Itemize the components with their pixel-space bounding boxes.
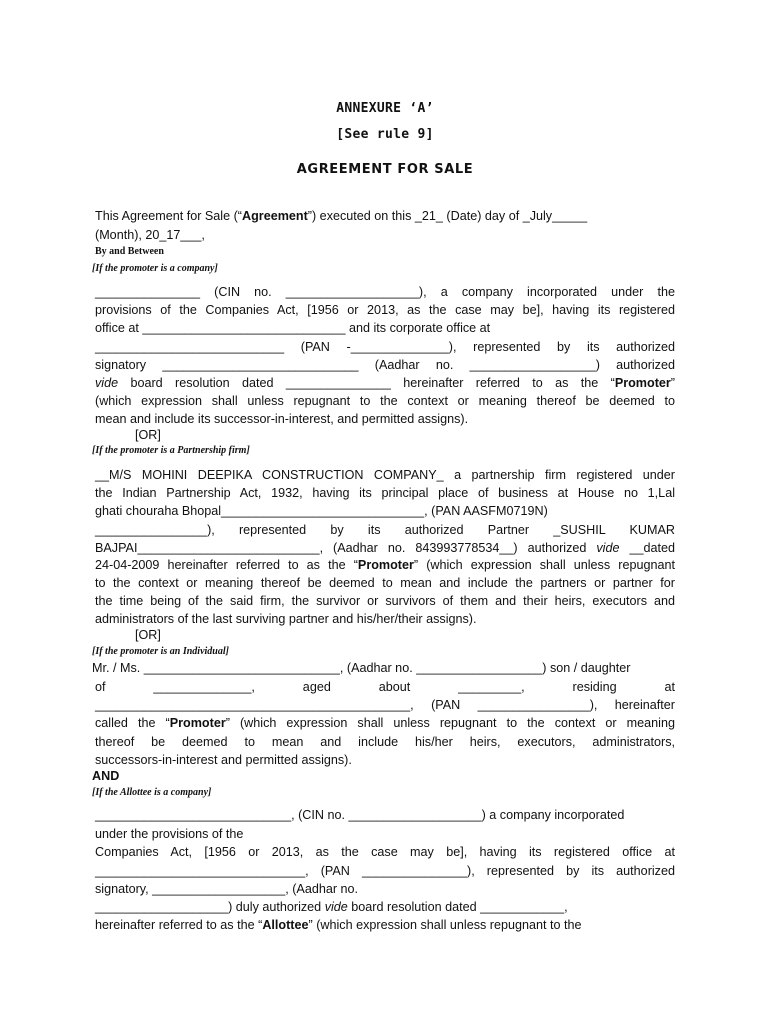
company-promoter-line: office at _____________________________ and its corporate office at <box>95 321 491 335</box>
intro-line-2: (Month), 20_17___, <box>95 228 205 242</box>
company-promoter-line: _______________ (CIN no. ___________________), a company incorporated under the <box>95 285 675 299</box>
partnership-line: to the context or meaning thereof be deemed to mean and include the partners or partner for <box>95 576 675 590</box>
called-text: called the “ <box>95 716 170 730</box>
aadhar-text: BAJPAI__________________________, (Aadhar no. 843993778534__) authorized <box>95 541 597 555</box>
promoter-term: Promoter <box>169 716 226 730</box>
allottee-line: ___________________) duly authorized vide board resolution dated ____________, <box>95 900 568 914</box>
allottee-line: ______________________________, (PAN _______________), represented by its authorized <box>95 864 675 878</box>
company-promoter-line: signatory ____________________________ (Aadhar no. __________________) authorized <box>95 358 675 372</box>
partnership-promoter-note: [If the promoter is a Partnership firm] <box>92 445 250 456</box>
individual-line: _____________________________________________, (PAN ________________), hereinafter <box>95 698 675 712</box>
referred-text: hereinafter referred to as the “ <box>95 918 263 932</box>
individual-line: of ______________, aged about _________, residing at <box>95 680 675 694</box>
individual-line: thereof be deemed to mean and include his/her heirs, executors, administrators, <box>95 735 675 749</box>
allottee-line: under the provisions of the <box>95 827 244 841</box>
vide-word: vide <box>324 900 348 914</box>
company-promoter-line: provisions of the Companies Act, [1956 or 2013, as the case may be], having its registered <box>95 303 675 317</box>
and-label: AND <box>92 769 120 783</box>
vide-word: vide <box>596 541 620 555</box>
repugnant-text: ” (which expression shall unless repugnant to the <box>308 918 582 932</box>
individual-called-line <box>95 714 675 732</box>
promoter-term: Promoter <box>614 376 671 390</box>
partnership-line: ghati chouraha Bhopal_____________________________, (PAN AASFM0719N) <box>95 504 548 518</box>
vide-word: vide <box>95 376 119 390</box>
repugnant-text: ” (which expression shall unless repugnant to the context or meaning <box>225 716 675 730</box>
agreement-title: AGREEMENT FOR SALE <box>296 162 474 177</box>
promoter-term: Promoter <box>357 558 414 572</box>
company-promoter-line: ___________________________ (PAN -______________), represented by its authorized <box>95 340 675 354</box>
partnership-line: __M/S MOHINI DEEPIKA CONSTRUCTION COMPANY_ a partnership firm registered under <box>95 468 675 482</box>
allottee-line: signatory, ___________________, (Aadhar no. <box>95 882 359 896</box>
vide-line-end: ” <box>670 376 675 390</box>
company-allottee-note: [If the Allottee is a company] <box>92 787 212 798</box>
intro-line-1 <box>95 207 675 225</box>
partnership-line: ________________), represented by its authorized Partner _SUSHIL KUMAR <box>95 523 675 537</box>
allottee-line: Companies Act, [1956 or 2013, as the case may be], having its registered office at <box>95 845 675 859</box>
repugnant-text: ” (which expression shall unless repugnant <box>413 558 675 572</box>
company-promoter-line: (which expression shall unless repugnant to the context or meaning thereof be deemed to <box>95 394 675 408</box>
allottee-line: ____________________________, (CIN no. ___________________) a company incorporated <box>95 808 625 822</box>
partnership-line: administrators of the last surviving partner and his/her/their assigns). <box>95 612 477 626</box>
allottee-last-line <box>95 916 675 934</box>
or-label: [OR] <box>135 428 161 442</box>
vide-line-text: board resolution dated _______________ hereinafter referred to as the “ <box>118 376 615 390</box>
individual-line: Mr. / Ms. ____________________________, (Aadhar no. __________________) son / daughter <box>92 661 631 675</box>
individual-promoter-note: [If the promoter is an Individual] <box>92 646 229 657</box>
allottee-term: Allottee <box>262 918 309 932</box>
or-label: [OR] <box>135 628 161 642</box>
partnership-promoter-line <box>95 556 675 574</box>
referred-text: 24-04-2009 hereinafter referred to as the “ <box>95 558 358 572</box>
individual-line: successors-in-interest and permitted assigns). <box>95 753 352 767</box>
company-promoter-line: mean and include its successor-in-interest, and permitted assigns). <box>95 412 469 426</box>
annexure-heading: ANNEXURE ‘A’ <box>336 101 434 116</box>
intro-text-post: ”) executed on this _21_ (Date) day of _July_____ <box>307 209 588 223</box>
company-promoter-vide-line <box>95 374 675 392</box>
partnership-aadhar-line <box>95 539 675 557</box>
rule-reference: [See rule 9] <box>336 127 434 142</box>
intro-text-pre: This Agreement for Sale (“ <box>95 209 242 223</box>
partnership-line: the Indian Partnership Act, 1932, having its principal place of business at House no 1,Lal <box>95 486 675 500</box>
dated-text: __dated <box>619 541 675 555</box>
by-and-between-label: By and Between <box>95 246 164 257</box>
agreement-term: Agreement <box>242 209 308 223</box>
partnership-line: the time being of the said firm, the survivor or survivors of them and their heirs, executors and <box>95 594 675 608</box>
company-promoter-note: [If the promoter is a company] <box>92 263 218 274</box>
